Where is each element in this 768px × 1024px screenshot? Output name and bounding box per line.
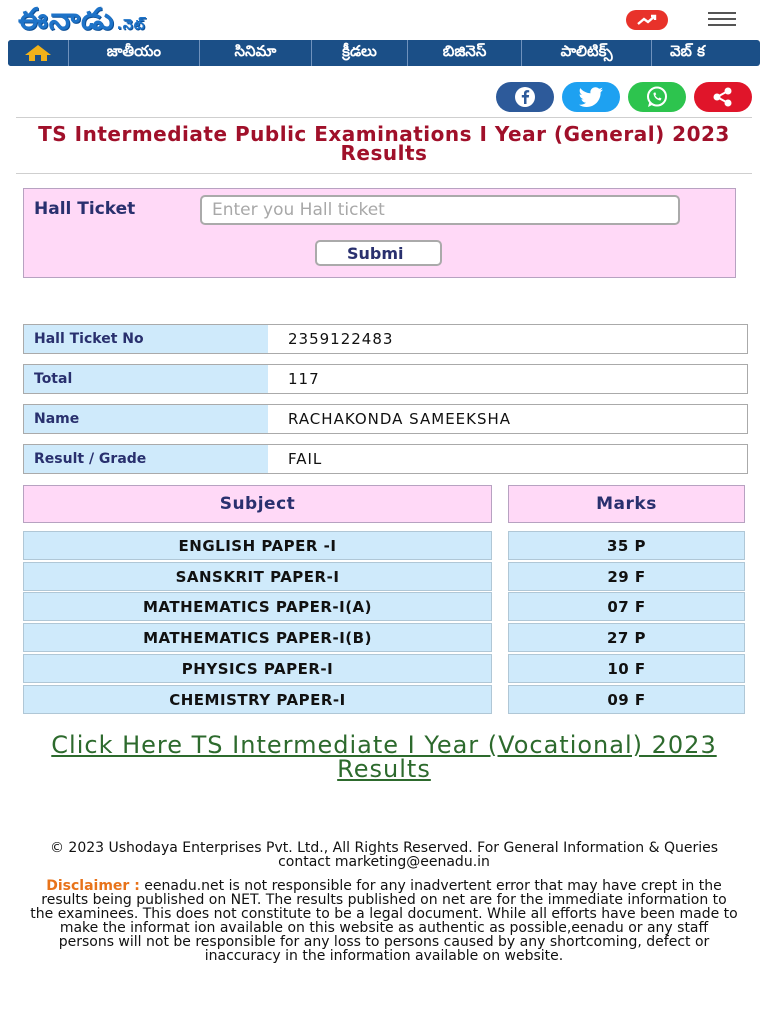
site-header xyxy=(0,0,768,40)
info-value: RACHAKONDA SAMEEKSHA xyxy=(268,405,747,433)
trending-icon[interactable] xyxy=(626,10,668,30)
subject-cell: MATHEMATICS PAPER-I(A) xyxy=(23,592,492,621)
nav-item-national[interactable]: జాతీయం xyxy=(69,40,200,66)
hall-ticket-label: Hall Ticket xyxy=(34,199,136,219)
subject-cell: SANSKRIT PAPER-I xyxy=(23,562,492,591)
hall-ticket-form xyxy=(23,188,736,278)
nav-item-web[interactable]: వెబ్ క xyxy=(669,42,705,60)
subject-cell: CHEMISTRY PAPER-I xyxy=(23,685,492,714)
info-value: 117 xyxy=(268,365,747,393)
nav-item-sports[interactable]: క్రీడలు xyxy=(312,40,408,66)
share-bar xyxy=(496,82,752,112)
nav-item-business[interactable]: బిజినెస్ xyxy=(408,40,522,66)
subject-cell: MATHEMATICS PAPER-I(B) xyxy=(23,623,492,652)
subject-cell: ENGLISH PAPER -I xyxy=(23,531,492,560)
copyright-text: © 2023 Ushodaya Enterprises Pvt. Ltd., All Rights Reserved. For General Information & Queries contact marketing@eenadu.in xyxy=(49,840,719,870)
vocational-results-link[interactable]: Click Here TS Intermediate I Year (Vocational) 2023 Results xyxy=(51,731,717,783)
subject-cell: PHYSICS PAPER-I xyxy=(23,654,492,683)
facebook-icon[interactable] xyxy=(496,82,554,112)
info-value: 2359122483 xyxy=(268,325,747,353)
divider xyxy=(16,117,752,118)
info-label: Hall Ticket No xyxy=(24,325,268,353)
marks-cell: 07 F xyxy=(508,592,745,621)
page-title: TS Intermediate Public Examinations I Year (General) 2023 Results xyxy=(38,122,730,165)
info-label: Total xyxy=(24,365,268,393)
marks-cell: 29 F xyxy=(508,562,745,591)
marks-cell: 35 P xyxy=(508,531,745,560)
subject-header: Subject xyxy=(23,485,492,523)
info-label: Name xyxy=(24,405,268,433)
info-value: FAIL xyxy=(268,445,747,473)
logo-text: ఈనాడు xyxy=(18,2,115,37)
whatsapp-icon[interactable] xyxy=(628,82,686,112)
logo-sub: .నెట్ xyxy=(116,17,146,33)
home-icon[interactable] xyxy=(8,40,69,66)
submit-button[interactable]: Submi xyxy=(315,240,442,266)
marks-header: Marks xyxy=(508,485,745,523)
marks-cell: 10 F xyxy=(508,654,745,683)
share-icon[interactable] xyxy=(694,82,752,112)
twitter-icon[interactable] xyxy=(562,82,620,112)
info-label: Result / Grade xyxy=(24,445,268,473)
info-row-total xyxy=(23,364,748,394)
marks-cell: 09 F xyxy=(508,685,745,714)
main-nav xyxy=(8,40,760,66)
marks-cell: 27 P xyxy=(508,623,745,652)
nav-item-politics[interactable]: పాలిటిక్స్ xyxy=(522,40,652,66)
disclaimer xyxy=(30,879,738,963)
site-logo[interactable] xyxy=(18,2,146,44)
disclaimer-text: eenadu.net is not responsible for any inadvertent error that may have crept in the results being published on NET. The results published on net are for the immediate information to the examinees. This does not constitute to be a legal document. While all efforts have been made to make the informat ion available on this website as authentic as possible,eenadu or any staff persons will not be responsible for any loss to persons caused by any shortcoming, defect or inaccuracy in the information available on website. xyxy=(30,878,738,964)
info-row-hall-ticket xyxy=(23,324,748,354)
hall-ticket-input[interactable] xyxy=(200,195,680,225)
info-row-name xyxy=(23,404,748,434)
hamburger-menu-icon[interactable] xyxy=(708,12,736,30)
nav-item-cinema[interactable]: సినిమా xyxy=(200,40,312,66)
disclaimer-label: Disclaimer : xyxy=(46,878,140,894)
info-row-result xyxy=(23,444,748,474)
divider xyxy=(16,173,752,174)
